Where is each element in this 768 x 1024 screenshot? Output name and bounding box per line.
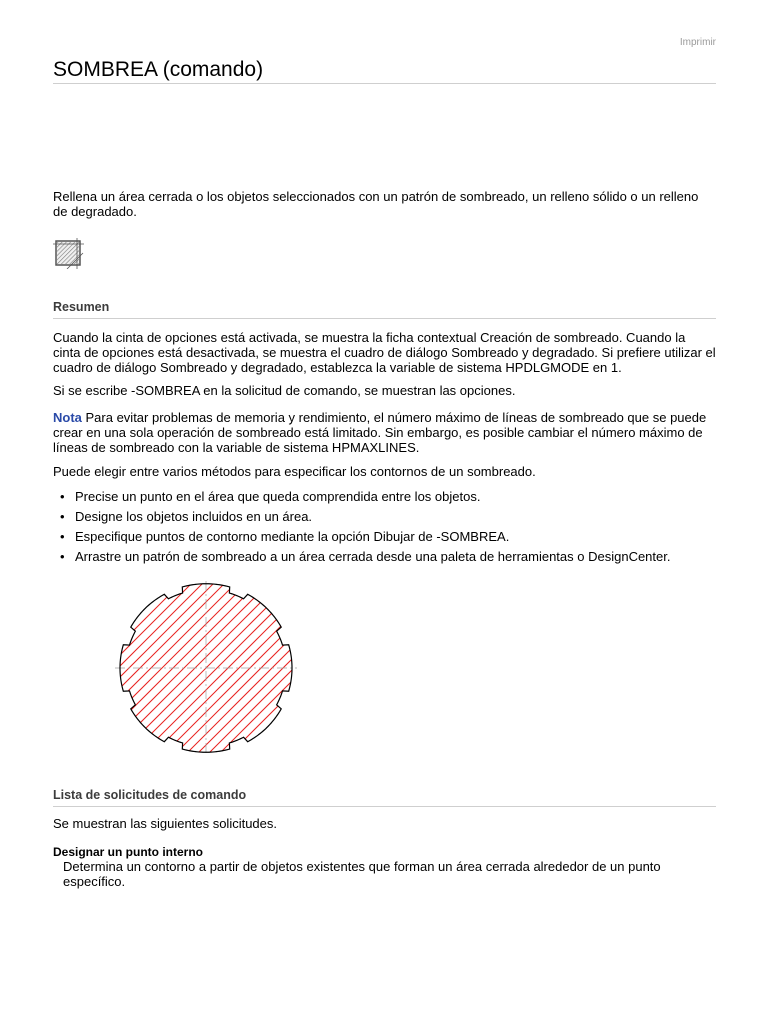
list-item: • Precise un punto en el área que queda comprendida entre los objetos. (53, 489, 670, 504)
prompt-definition: Determina un contorno a partir de objetos existentes que forman un área cerrada alrededor de un punto específico. (63, 859, 661, 889)
prompt-term: Designar un punto interno (53, 845, 203, 859)
methods-list (53, 489, 670, 569)
list-item: • Arrastre un patrón de sombreado a un área cerrada desde una paleta de herramientas o DesignCenter. (53, 549, 670, 564)
summary-heading: Resumen (53, 300, 716, 319)
prompts-heading: Lista de solicitudes de comando (53, 788, 716, 807)
note-label: Nota (53, 410, 82, 425)
note-paragraph (53, 410, 716, 455)
options-paragraph: Si se escribe -SOMBREA en la solicitud de comando, se muestran las opciones. (53, 383, 516, 398)
hatched-gear-figure (115, 581, 297, 755)
print-link[interactable]: Imprimir (679, 37, 716, 48)
hatch-line (245, 581, 297, 755)
methods-intro: Puede elegir entre varios métodos para especificar los contornos de un sombreado. (53, 464, 536, 479)
hatch-command-icon (53, 238, 84, 269)
title-divider (53, 83, 716, 84)
intro-paragraph: Rellena un área cerrada o los objetos seleccionados con un patrón de sombreado, un relleno sólido o un relleno de degradado. (53, 189, 699, 219)
list-item: • Designe los objetos incluidos en un área. (53, 509, 670, 524)
note-text: Para evitar problemas de memoria y rendimiento, el número máximo de líneas de sombreado que se puede crear en una sola operación de sombreado está limitado. Sin embargo, es posible cambiar el número máximo de líneas de sombreado con la variable de sistema HPMAXLINES. (53, 410, 707, 455)
summary-paragraph: Cuando la cinta de opciones está activada, se muestra la ficha contextual Creación de sombreado. Cuando la cinta de opciones está desactivada, se muestra el cuadro de diálogo Sombreado y degradado. Si prefiere utilizar el cuadro de diálogo Sombreado y degradado, establezca la variable de sistema HPDLGMODE en 1. (53, 330, 716, 375)
list-item: • Especifique puntos de contorno mediante la opción Dibujar de -SOMBREA. (53, 529, 670, 544)
prompts-intro: Se muestran las siguientes solicitudes. (53, 816, 278, 831)
page-title: SOMBREA (comando) (53, 58, 264, 81)
